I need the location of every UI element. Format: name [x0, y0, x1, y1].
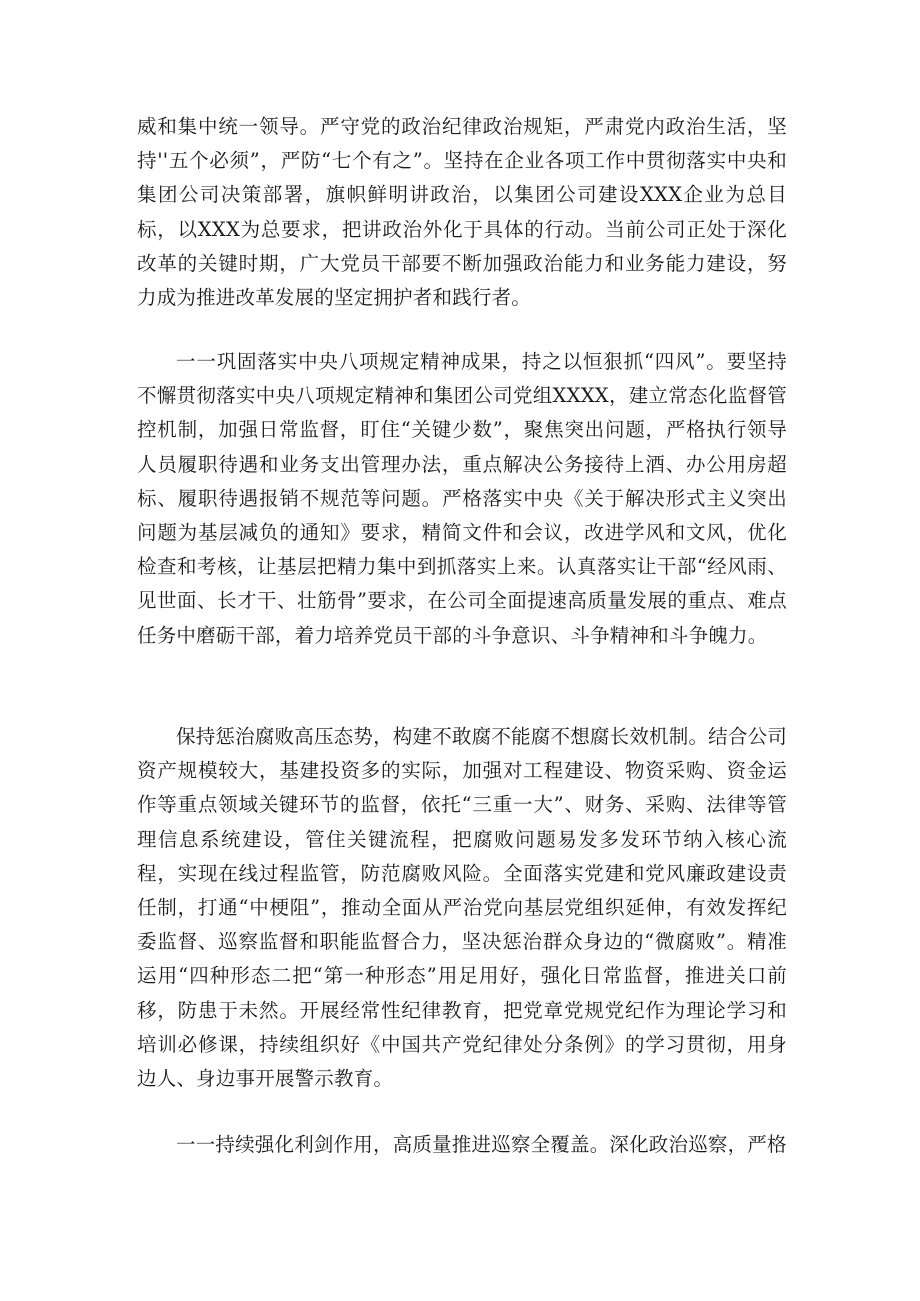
paragraph-anti-corruption: 保持惩治腐败高压态势，构建不敢腐不能腐不想腐长效机制。结合公司资产规模较大，基建投资多的实际，加强对工程建设、物资采购、资金运作等重点领域关键环节的监督，依托“三重一大”、财务、采购、法律等管理信息系统建设，管住关键流程，把腐败问题易发多发环节纳入核心流程，实现在线过程监管，防范腐败风险。全面落实党建和党风廉政建设责任制，打通“中梗阻”，推动全面从严治党向基层党组织延伸，有效发挥纪委监督、巡察监督和职能监督合力，坚决惩治群众身边的“微腐败”。精准运用“四种形态二把“第一种形态”用足用好，强化日常监督，推进关口前移，防患于未然。开展经常性纪律教育，把党章党规党纪作为理论学习和培训必修课，持续组织好《中国共产党纪律处分条例》的学习贯彻，用身边人、身边事开展警示教育。 — [137, 725, 787, 1091]
paragraph-inspection: 一一持续强化利剑作用，高质量推进巡察全覆盖。深化政治巡察，严格 — [176, 1133, 787, 1156]
paragraph-continuation: 威和集中统一领导。严守党的政治纪律政治规矩，严肃党内政治生活，坚持''五个必须”，严防“七个有之”。坚持在企业各项工作中贯彻落实中央和集团公司决策部署，旗帜鲜明讲政治，以集团公司建设XXX企业为总目标，以XXX为总要求，把讲政治外化于具体的行动。当前公司正处于深化改革的关键时期，广大党员干部要不断加强政治能力和业务能力建设，努力成为推进改革发展的坚定拥护者和践行者。 — [137, 115, 787, 310]
paragraph-eight-regulations: 一一巩固落实中央八项规定精神成果，持之以恒狠抓“四风”。要坚持不懈贯彻落实中央八项规定精神和集团公司党组XXXX，建立常态化监督管控机制，加强日常监督，盯住“关键少数”，聚焦突出问题，严格执行领导人员履职待遇和业务支出管理办法，重点解决公务接待上酒、办公用房超标、履职待遇报销不规范等问题。严格落实中央《关于解决形式主义突出问题为基层减负的通知》要求，精简文件和会议，改进学风和文风，优化检查和考核，让基层把精力集中到抓落实上来。认真落实让干部“经风雨、见世面、长才干、壮筋骨”要求，在公司全面提速高质量发展的重点、难点任务中磨砺干部，着力培养党员干部的斗争意识、斗争精神和斗争魄力。 — [137, 350, 787, 647]
